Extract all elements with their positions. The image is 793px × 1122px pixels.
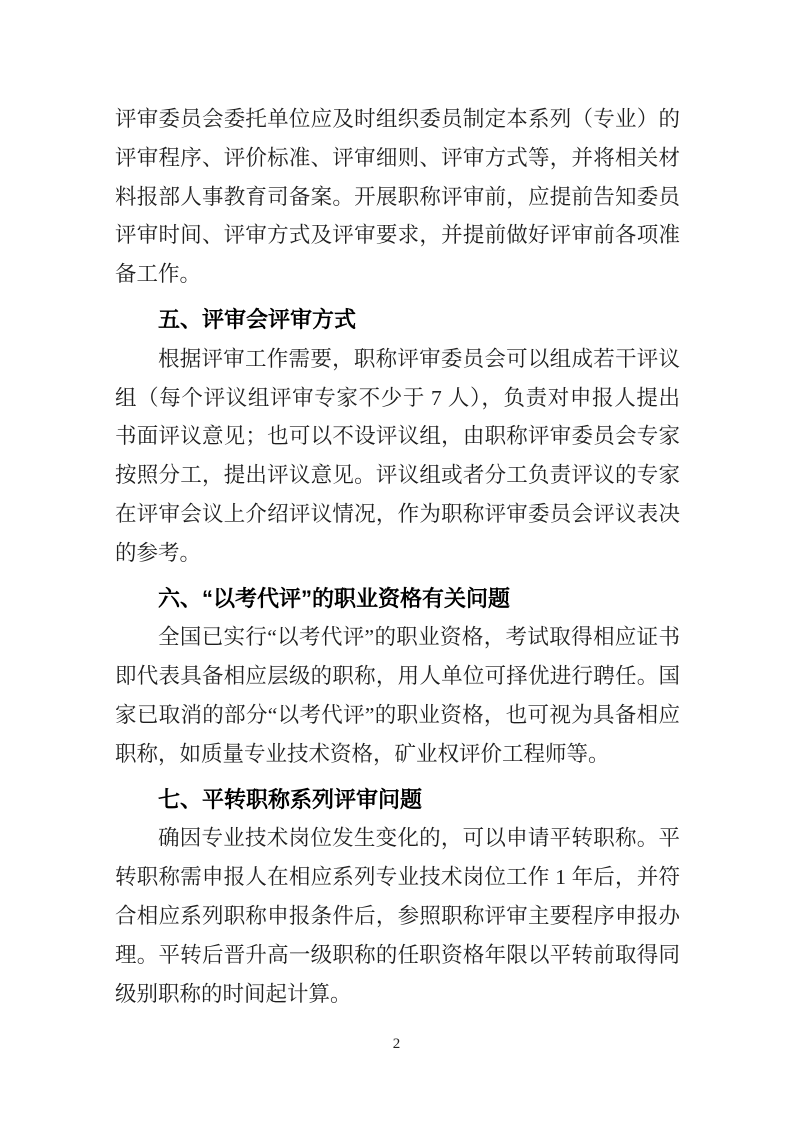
text-line: 即代表具备相应层级的职称，用人单位可择优进行聘任。国	[115, 664, 680, 689]
paragraph-section-6	[115, 618, 680, 773]
text-line: 评审程序、评价标准、评审细则、评审方式等，并将相关材	[115, 145, 680, 170]
text-line: 家已取消的部分“以考代评”的职业资格，也可视为具备相应	[115, 702, 680, 727]
paragraph-section-5	[115, 340, 680, 573]
heading-section-7: 七、平转职称系列评审问题	[158, 786, 423, 812]
text-line: 评审委员会委托单位应及时组织委员制定本系列（专业）的	[115, 107, 680, 131]
paragraph-intro	[115, 100, 680, 294]
text-line: 组（每个评议组评审专家不少于 7 人），负责对申报人提出	[115, 385, 680, 410]
text-line: 合相应系列职称申报条件后，参照职称评审主要程序申报办	[115, 903, 680, 928]
document-body	[115, 100, 680, 1013]
text-line: 备工作。	[115, 262, 202, 287]
text-line: 评审时间、评审方式及评审要求，并提前做好评审前各项准	[115, 223, 680, 248]
heading-section-6: 六、“以考代评”的职业资格有关问题	[158, 585, 511, 611]
text-line: 全国已实行“以考代评”的职业资格，考试取得相应证书	[158, 625, 680, 650]
text-line: 料报部人事教育司备案。开展职称评审前，应提前告知委员	[115, 184, 680, 209]
paragraph-section-7	[115, 819, 680, 1013]
text-line: 确因专业技术岗位发生变化的，可以申请平转职称。平	[158, 826, 680, 851]
heading-section-5: 五、评审会评审方式	[158, 306, 357, 332]
page-number: 2	[392, 1036, 401, 1052]
text-line: 转职称需申报人在相应系列专业技术岗位工作 1 年后，并符	[115, 865, 680, 890]
text-line: 书面评议意见；也可以不设评议组，由职称评审委员会专家	[115, 424, 680, 449]
text-line: 的参考。	[115, 540, 202, 565]
text-line: 级别职称的时间起计算。	[115, 981, 352, 1006]
text-line: 在评审会议上介绍评议情况，作为职称评审委员会评议表决	[115, 501, 680, 526]
text-line: 根据评审工作需要，职称评审委员会可以组成若干评议	[158, 346, 680, 371]
text-line: 理。平转后晋升高一级职称的任职资格年限以平转前取得同	[115, 942, 680, 967]
text-line: 职称，如质量专业技术资格，矿业权评价工程师等。	[115, 741, 610, 766]
text-line: 按照分工，提出评议意见。评议组或者分工负责评议的专家	[115, 463, 680, 488]
